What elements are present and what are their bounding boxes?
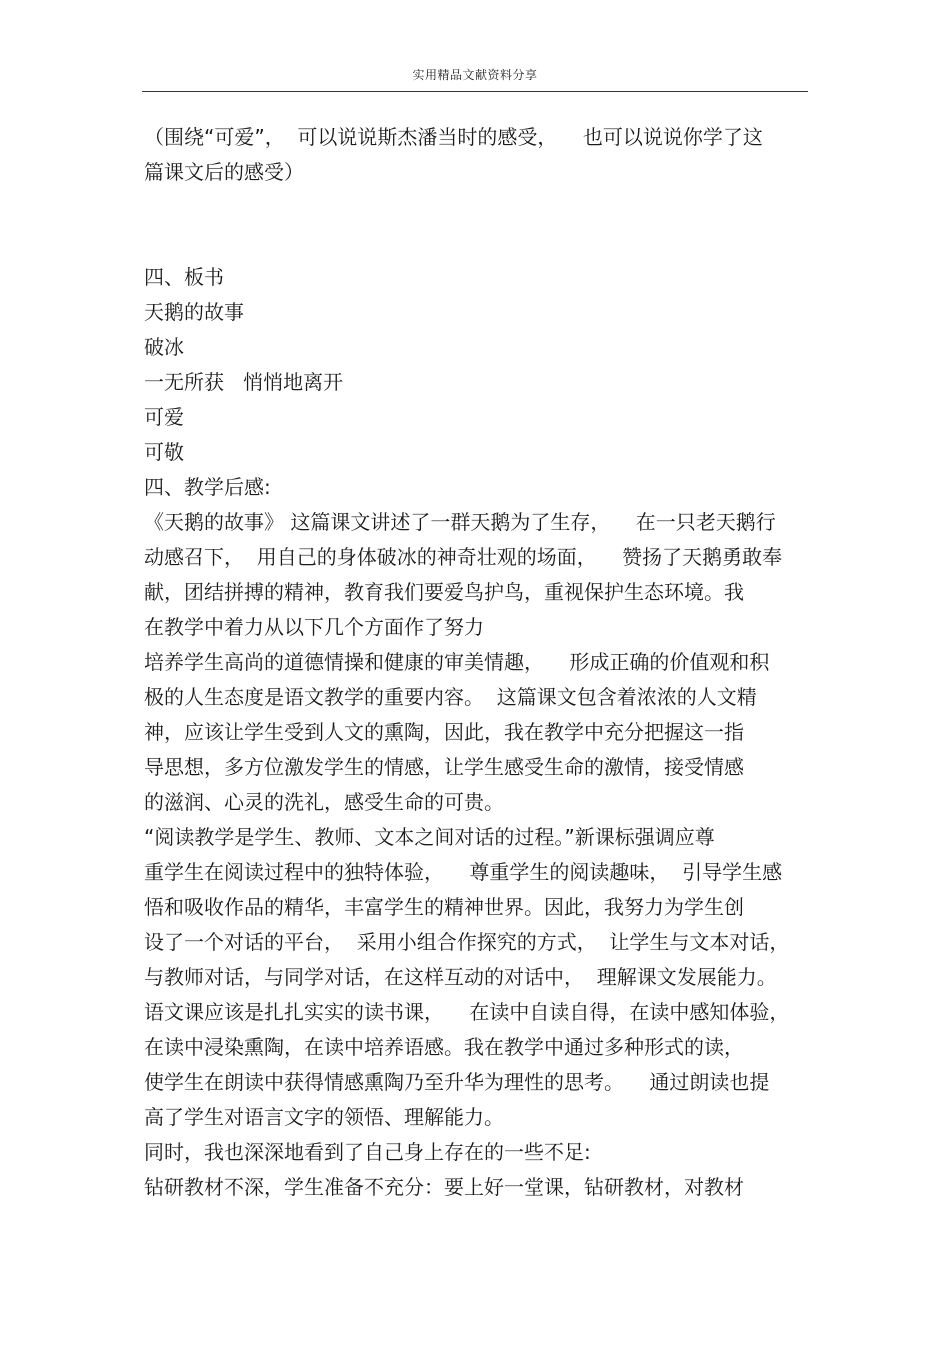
text-line: 在教学中着力从以下几个方面作了努力 bbox=[144, 615, 484, 639]
text-line: 使学生在朗读中获得情感熏陶乃至升华为理性的思考。 通过朗读也提 bbox=[144, 1070, 770, 1094]
section-heading-reflection: 四、教学后感: bbox=[144, 475, 271, 499]
text-line: 同时，我也深深地看到了自己身上存在的一些不足: bbox=[144, 1140, 591, 1164]
text-line: 献，团结拼搏的精神，教育我们要爱鸟护鸟，重视保护生态环境。我 bbox=[144, 580, 744, 604]
text-line: 高了学生对语言文字的领悟、理解能力。 bbox=[144, 1105, 504, 1129]
text-line: 《天鹅的故事》 这篇课文讲述了一群天鹅为了生存， 在一只老天鹅行 bbox=[144, 510, 776, 534]
text-line: 篇课文后的感受） bbox=[144, 160, 304, 184]
text-line: 神，应该让学生受到人文的熏陶，因此，我在教学中充分把握这一指 bbox=[144, 720, 744, 744]
text-line: 在读中浸染熏陶，在读中培养语感。我在教学中通过多种形式的读， bbox=[144, 1035, 744, 1059]
text-line: 与教师对话，与同学对话，在这样互动的对话中， 理解课文发展能力。 bbox=[144, 965, 777, 989]
text-line: 极的人生态度是语文教学的重要内容。 这篇课文包含着浓浓的人文精 bbox=[144, 685, 757, 709]
text-line: 钻研教材不深，学生准备不充分：要上好一堂课，钻研教材，对教材 bbox=[144, 1175, 744, 1199]
blank-space bbox=[144, 190, 814, 260]
text-line: （围绕“可爱”， 可以说说斯杰潘当时的感受， 也可以说说你学了这 bbox=[144, 125, 763, 149]
text-line: 重学生在阅读过程中的独特体验， 尊重学生的阅读趣味， 引导学生感 bbox=[144, 860, 783, 884]
page-header: 实用精品文献资料分享 bbox=[412, 68, 538, 82]
header-divider bbox=[142, 91, 808, 92]
text-line: 一无所获 悄悄地离开 bbox=[144, 370, 344, 394]
text-line: 破冰 bbox=[144, 335, 184, 359]
document-body bbox=[144, 120, 814, 1205]
text-line: 设了一个对话的平台， 采用小组合作探究的方式， 让学生与文本对话， bbox=[144, 930, 790, 954]
text-line: 悟和吸收作品的精华，丰富学生的精神世界。因此，我努力为学生创 bbox=[144, 895, 744, 919]
text-line: “阅读教学是学生、教师、文本之间对话的过程。”新课标强调应尊 bbox=[144, 825, 715, 849]
text-line: 动感召下， 用自己的身体破冰的神奇壮观的场面， 赞扬了天鹅勇敢奉 bbox=[144, 545, 783, 569]
text-line: 培养学生高尚的道德情操和健康的审美情趣， 形成正确的价值观和积 bbox=[144, 650, 770, 674]
section-heading-board: 四、板书 bbox=[144, 265, 224, 289]
text-line: 导思想，多方位激发学生的情感，让学生感受生命的激情，接受情感 bbox=[144, 755, 744, 779]
text-line: 可爱 bbox=[144, 405, 184, 429]
text-line: 语文课应该是扎扎实实的读书课， 在读中自读自得，在读中感知体验， bbox=[144, 1000, 790, 1024]
text-line: 的滋润、心灵的洗礼，感受生命的可贵。 bbox=[144, 790, 504, 814]
text-line: 天鹅的故事 bbox=[144, 300, 244, 324]
text-line: 可敬 bbox=[144, 440, 184, 464]
